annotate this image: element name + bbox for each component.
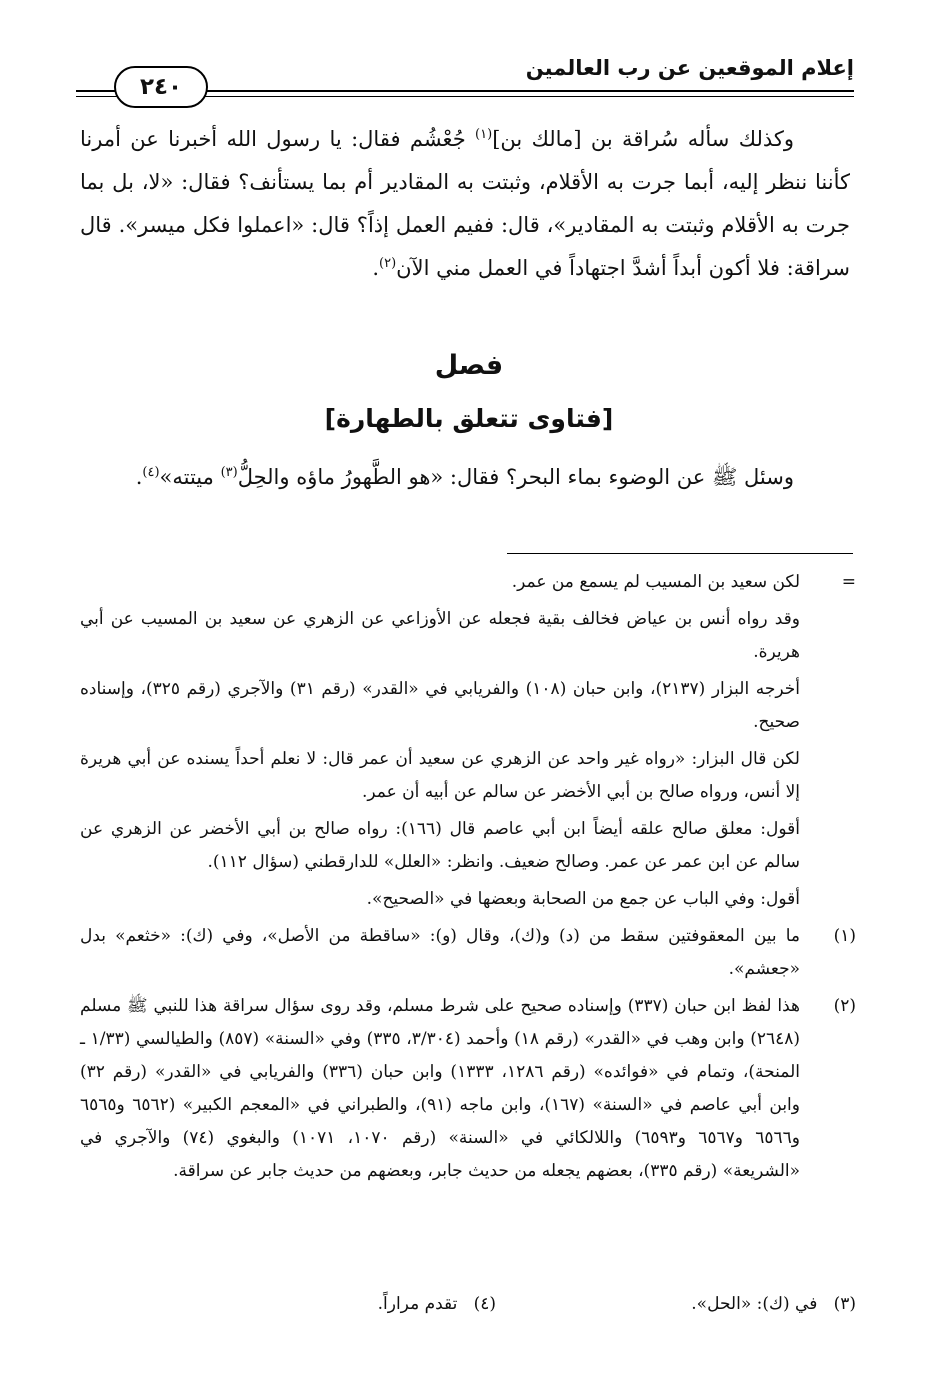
para2-end: .	[135, 465, 143, 489]
footnote-text: ما بين المعقوفتين سقط من (د) و(ك)، وقال (و): «ساقطة من الأصل»، وفي (ك): «خثعم» بدل «جعشم».	[80, 926, 800, 979]
footnote-ref-3[interactable]: (٣)	[220, 465, 238, 480]
footnote-4	[378, 1288, 496, 1321]
footnote-text: تقدم مراراً.	[377, 1294, 458, 1314]
para1-text-b: جُعْشُم فقال: يا رسول الله أخبرنا عن أمرنا كأننا ننظر إليه، أبما جرت به الأقلام، وثبتت به المقادير أم بما يستأنف؟ فقال: «لا، بل بما جرت به الأقلام وثبتت به المقادير»، قال: ففيم العمل إذاً؟ قال: «اعملوا فكل ميسر». قال سراقة: فلا أكون أبداً أشدَّ اجتهاداً في العمل مني الآن	[80, 127, 850, 280]
footnote-separator	[507, 553, 853, 554]
continuation-marker: =	[841, 572, 856, 592]
footnote-continuation	[80, 566, 856, 916]
para1-text-a: وكذلك سأله سُراقة بن [مالك بن]	[492, 127, 794, 151]
section-heading: فصل	[434, 350, 504, 381]
footnote-2	[80, 990, 856, 1188]
para1-end: .	[372, 256, 380, 280]
footnote-1	[80, 920, 856, 986]
footnote-number: (٣)	[833, 1294, 856, 1314]
footnote-ref-1[interactable]: (١)	[475, 127, 493, 142]
footnote-ref-2[interactable]: (٢)	[379, 256, 397, 271]
footnote-ref-4[interactable]: (٤)	[142, 465, 160, 480]
footnote-number: (٢)	[833, 996, 856, 1016]
footnote-number: (١)	[833, 926, 856, 946]
footnote-number: (٤)	[473, 1294, 496, 1314]
para2-text-b: ميتته»	[159, 465, 221, 489]
footnote-text: في (ك): «الحل».	[691, 1294, 818, 1314]
footnote-line: لكن سعيد بن المسيب لم يسمع من عمر.	[511, 572, 800, 592]
body-paragraph-1	[80, 118, 850, 290]
body-paragraph-2	[80, 456, 850, 499]
page-header	[76, 50, 854, 100]
footnote-line: وقد رواه أنس بن عياض فخالف بقية فجعله عن الأوزاعي عن الزهري عن سعيد بن المسيب عن أبي هريرة.	[80, 609, 800, 662]
footnote-line: لكن قال البزار: «رواه غير واحد عن الزهري عن سعيد أن عمر قال: لا نعلم أحداً يسنده عن أبي هريرة إلا أنس، ورواه صالح بن أبي الأخضر عن سالم عن أبيه أن عمر.	[80, 749, 800, 802]
footnote-text: هذا لفظ ابن حبان (٣٣٧) وإسناده صحيح على شرط مسلم، وقد روى سؤال سراقة هذا للنبي ﷺ مسلم (٢٦٤٨) وابن وهب في «القدر» (رقم ١٨) وأحمد (٣/٣٠٤، ٣٣٥) وفي «السنة» (٨٥٧) والطيالسي (١/٣٣ ـ المنحة)، وتمام في «فوائده» (رقم ١٢٨٦، ١٣٣٣) وابن حبان (٣٣٦) والفريابي في «القدر» (رقم ٣٢) وابن أبي عاصم في «السنة» (١٦٧)، وابن ماجه (٩١)، والطبراني في «المعجم الكبير» (٦٥٦٢ و٦٥٦٥ و٦٥٦٦ و٦٥٦٧ و٦٥٩٣) واللالكائي في «السنة» (رقم ١٠٧٠، ١٠٧١) والبغوي (٧٤) والآجري في «الشريعة» (رقم ٣٣٥)، بعضهم يجعله من حديث جابر، وبعضهم من حديث جابر عن سراقة.	[80, 996, 801, 1181]
section-subheading: [فتاوى تتعلق بالطهارة]	[324, 404, 614, 433]
para2-text-a: وسئل ﷺ عن الوضوء بماء البحر؟ فقال: «هو الطَّهورُ ماؤه والحِلُّ	[237, 465, 794, 489]
footnote-line: أقول: وفي الباب عن جمع من الصحابة وبعضها في «الصحيح».	[366, 889, 800, 909]
footnote-3	[691, 1288, 856, 1321]
book-title: إعلام الموقعين عن رب العالمين	[525, 56, 854, 80]
footnote-line: أخرجه البزار (٢١٣٧)، وابن حبان (١٠٨) والفريابي في «القدر» (رقم ٣١) والآجري (رقم ٣٢٥)، وإسناده صحيح.	[80, 679, 800, 732]
footnote-line: أقول: معلق صالح علقه أيضاً ابن أبي عاصم قال (١٦٦): رواه صالح بن أبي الأخضر عن الزهري عن سالم عن ابن عمر عن عمر. وصالح ضعيف. وانظر: «العلل» للدارقطني (سؤال ١١٢).	[80, 819, 800, 872]
page-number: ٢٤٠	[114, 66, 208, 108]
footnotes	[80, 566, 856, 1188]
